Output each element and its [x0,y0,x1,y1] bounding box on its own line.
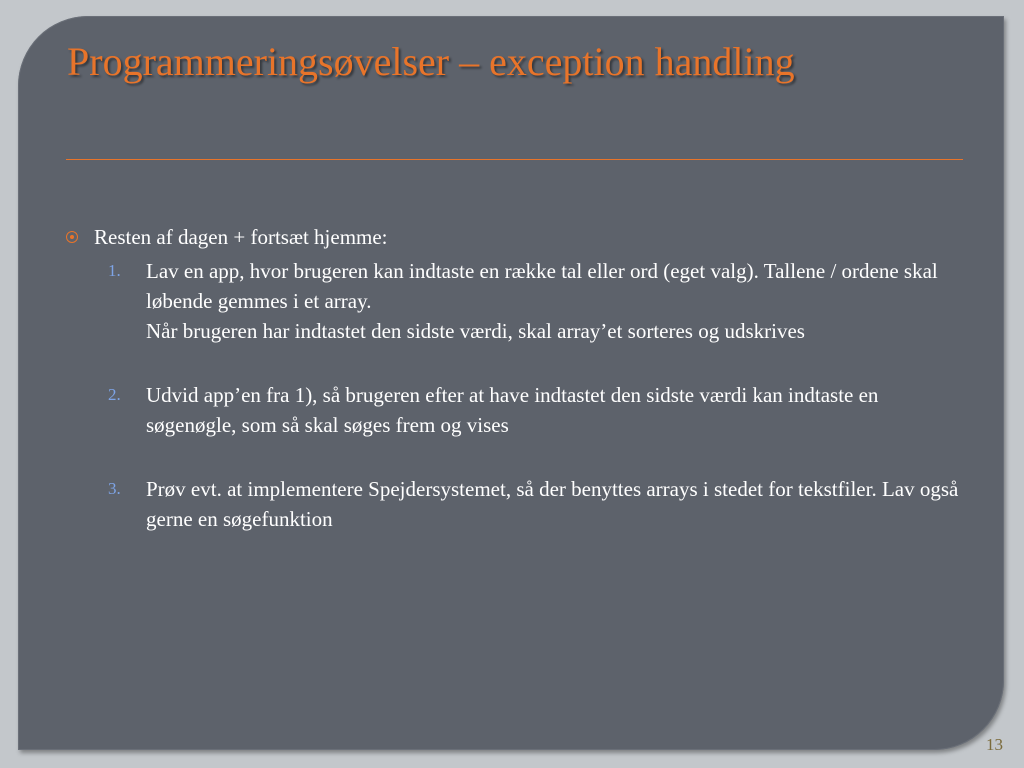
slide-content [66,222,966,534]
bullet-text: Resten af dagen + fortsæt hjemme: [94,225,388,249]
item-text: Lav en app, hvor brugeren kan indtaste en række tal eller ord (eget valg). Tallene / ordene skal løbende gemmes i et array. [146,259,938,313]
item-number: 1. [108,261,121,280]
item-number: 3. [108,479,121,498]
page-number: 13 [986,735,1003,754]
item-text: Udvid app’en fra 1), så brugeren efter at have indtastet den sidste værdi kan indtaste en søgenøgle, som så skal søges frem og vises [146,383,879,437]
bullet-item [66,222,966,252]
bullet-circle-icon [66,231,78,243]
numbered-item-1 [66,256,966,346]
item-text: Prøv evt. at implementere Spejdersystemet, så der benyttes arrays i stedet for tekstfiler. Lav også gerne en søgefunktion [146,477,959,531]
title-underline [66,159,963,160]
slide-title: Programmeringsøvelser – exception handling [67,39,795,84]
item-text-continued: Når brugeren har indtastet den sidste værdi, skal array’et sorteres og udskrives [146,319,805,343]
item-number: 2. [108,385,121,404]
numbered-item-3 [66,474,966,534]
numbered-item-2 [66,380,966,440]
